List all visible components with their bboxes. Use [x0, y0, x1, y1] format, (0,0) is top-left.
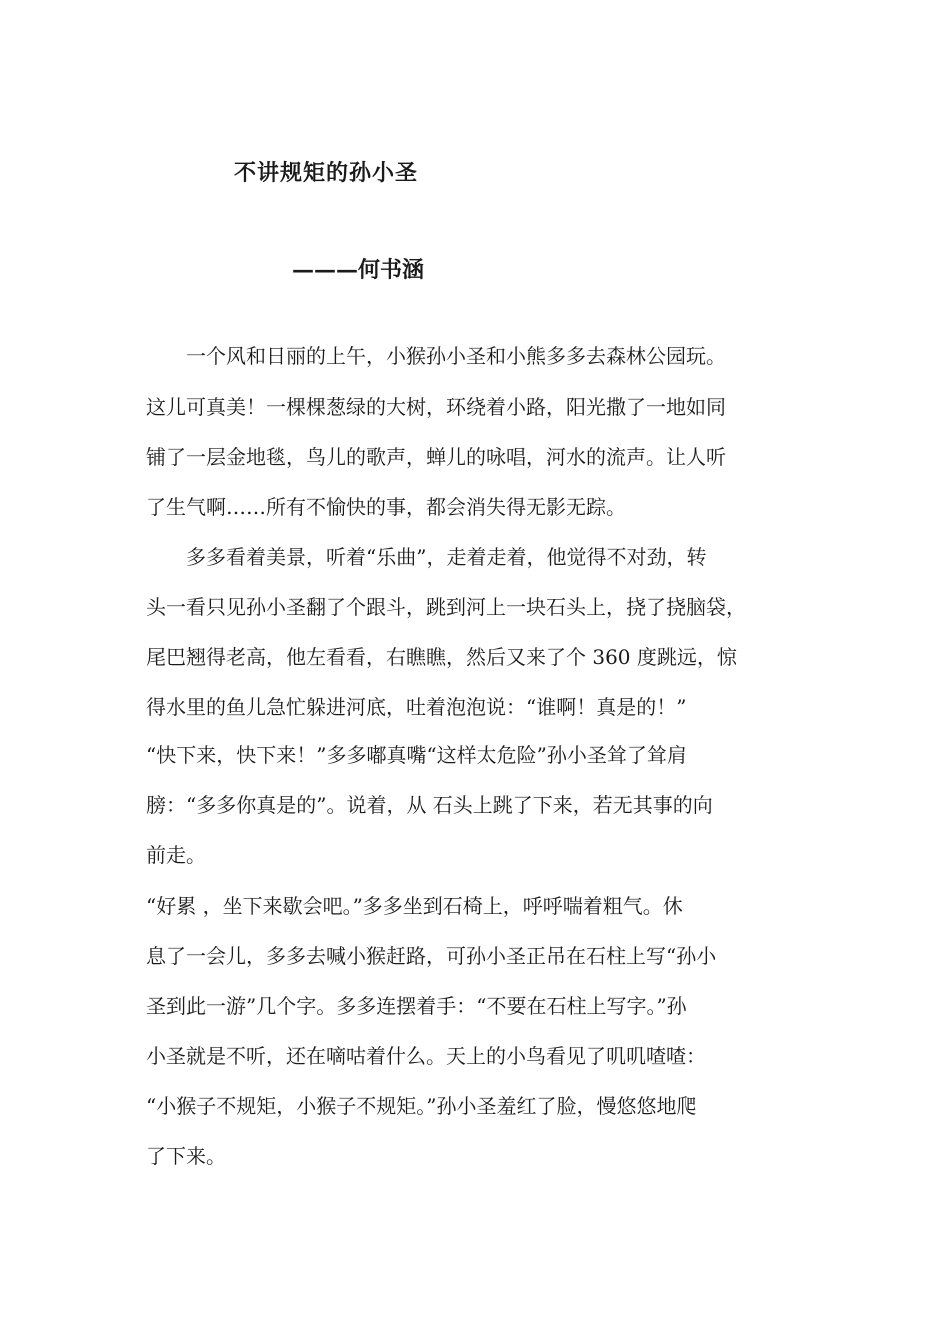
document-title: 不讲规矩的孙小圣 — [234, 160, 419, 186]
text-line: 得水里的鱼儿急忙躲进河底，吐着泡泡说：“谁啊！真是的！” — [146, 695, 687, 719]
text-line: “快下来，快下来！”多多嘟真嘴“这样太危险”孙小圣耸了耸肩 — [146, 743, 687, 767]
text-line: 多多看着美景，听着“乐曲”，走着走着，他觉得不对劲，转 — [146, 545, 707, 569]
text-line: 铺了一层金地毯，鸟儿的歌声，蝉儿的咏唱，河水的流声。让人听 — [146, 445, 726, 469]
text-line: 膀：“多多你真是的”。说着，从 石头上跳了下来，若无其事的向 — [146, 793, 713, 817]
text-line: 圣到此一游”几个字。多多连摆着手：“不要在石柱上写字。”孙 — [146, 994, 687, 1018]
text-line: 了生气啊……所有不愉快的事，都会消失得无影无踪。 — [146, 495, 626, 519]
text-line: “小猴子不规矩，小猴子不规矩。”孙小圣羞红了脸，慢悠悠地爬 — [146, 1094, 697, 1118]
text-line: 这儿可真美！一棵棵葱绿的大树，环绕着小路，阳光撒了一地如同 — [146, 395, 726, 419]
text-line: 前走。 — [146, 843, 206, 867]
text-line: “好累 ，坐下来歇会吧。”多多坐到石椅上，呼呼喘着粗气。休 — [146, 894, 683, 918]
text-line: 头一看只见孙小圣翻了个跟斗，跳到河上一块石头上，挠了挠脑袋， — [146, 595, 746, 619]
text-line: 尾巴翘得老高，他左看看，右瞧瞧，然后又来了个 360 度跳远，惊 — [146, 645, 737, 669]
text-line: 小圣就是不听，还在嘀咕着什么。天上的小鸟看见了叽叽喳喳： — [146, 1044, 706, 1068]
text-line: 息了一会儿，多多去喊小猴赶路，可孙小圣正吊在石柱上写“孙小 — [146, 944, 717, 968]
document-author: ———何书涵 — [292, 257, 425, 283]
text-line: 了下来。 — [146, 1144, 226, 1168]
text-line: 一个风和日丽的上午，小猴孙小圣和小熊多多去森林公园玩。 — [146, 344, 726, 368]
